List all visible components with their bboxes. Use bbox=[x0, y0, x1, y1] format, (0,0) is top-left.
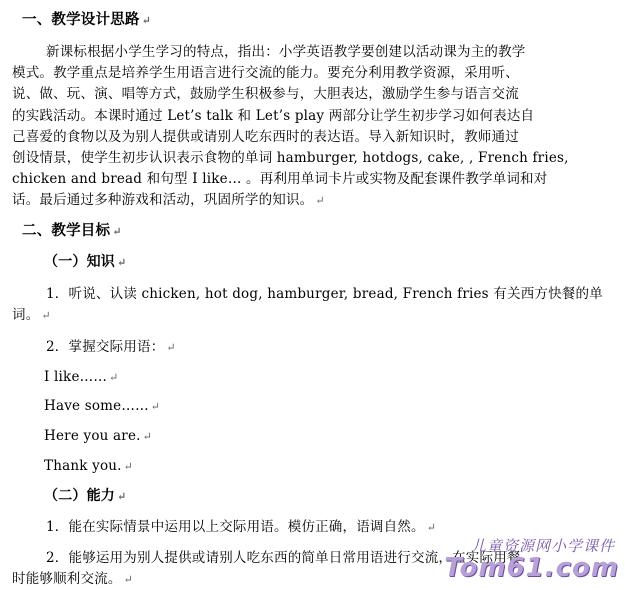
watermark-title: 儿童资源网小学课件 bbox=[470, 537, 615, 555]
phrase-here-you-are: Here you are. ↵ bbox=[44, 428, 153, 444]
knowledge-item-1-line-1: 1．听说、认读 chicken, hot dog, hamburger, bread, French fries 有关西方快餐的单 bbox=[46, 286, 603, 302]
knowledge-item-2: 2．掌握交际用语： ↵ bbox=[46, 339, 176, 355]
ability-item-2-line-2: 时能够顺利交流。 ↵ bbox=[12, 571, 134, 587]
paragraph-line-6: 创设情景，使学生初步认识表示食物的单词 hamburger, hotdogs, cake, , French fries, bbox=[12, 150, 569, 166]
section2-heading: 二、教学目标 ↵ bbox=[22, 222, 122, 239]
phrase-i-like: I like…… ↵ bbox=[44, 369, 119, 385]
paragraph-line-2: 模式。教学重点是培养学生用语言进行交流的能力。要充分利用教学资源，采用听、 bbox=[12, 65, 519, 81]
paragraph-line-1: 新课标根据小学生学习的特点，指出：小学英语教学要创建以活动课为主的教学 bbox=[46, 44, 526, 60]
watermark-logo: Tom61.com bbox=[444, 553, 619, 583]
paragraph-line-7: chicken and bread 和句型 I like… 。再利用单词卡片或实物及配套课件教学单词和对 bbox=[12, 171, 548, 187]
paragraph-line-4: 的实践活动。本课时通过 Let’s talk 和 Let’s play 两部分让学生初步学习如何表达自 bbox=[12, 108, 535, 124]
paragraph-line-8: 话。最后通过多种游戏和活动，巩固所学的知识。 ↵ bbox=[12, 192, 325, 208]
phrase-have-some: Have some…… ↵ bbox=[44, 398, 161, 414]
paragraph-line-3: 说、做、玩、演、唱等方式，鼓励学生积极参与，大胆表达，激励学生参与语言交流 bbox=[12, 86, 519, 102]
phrase-thank-you: Thank you. ↵ bbox=[44, 458, 134, 474]
ability-heading: （二）能力 ↵ bbox=[44, 488, 127, 504]
ability-item-2-line-1: 2．能够运用为别人提供或请别人吃东西的简单日常用语进行交流，在实际用餐 bbox=[46, 550, 521, 566]
knowledge-item-1-line-2: 词。 ↵ bbox=[12, 307, 51, 323]
ability-item-1: 1．能在实际情景中运用以上交际用语。模仿正确，语调自然。 ↵ bbox=[46, 519, 437, 535]
section1-heading: 一、教学设计思路 ↵ bbox=[22, 11, 152, 28]
paragraph-line-5: 己喜爱的食物以及为别人提供或请别人吃东西时的表达语。导入新知识时，教师通过 bbox=[12, 129, 519, 145]
knowledge-heading: （一）知识 ↵ bbox=[44, 254, 127, 270]
site-watermark bbox=[419, 535, 619, 587]
